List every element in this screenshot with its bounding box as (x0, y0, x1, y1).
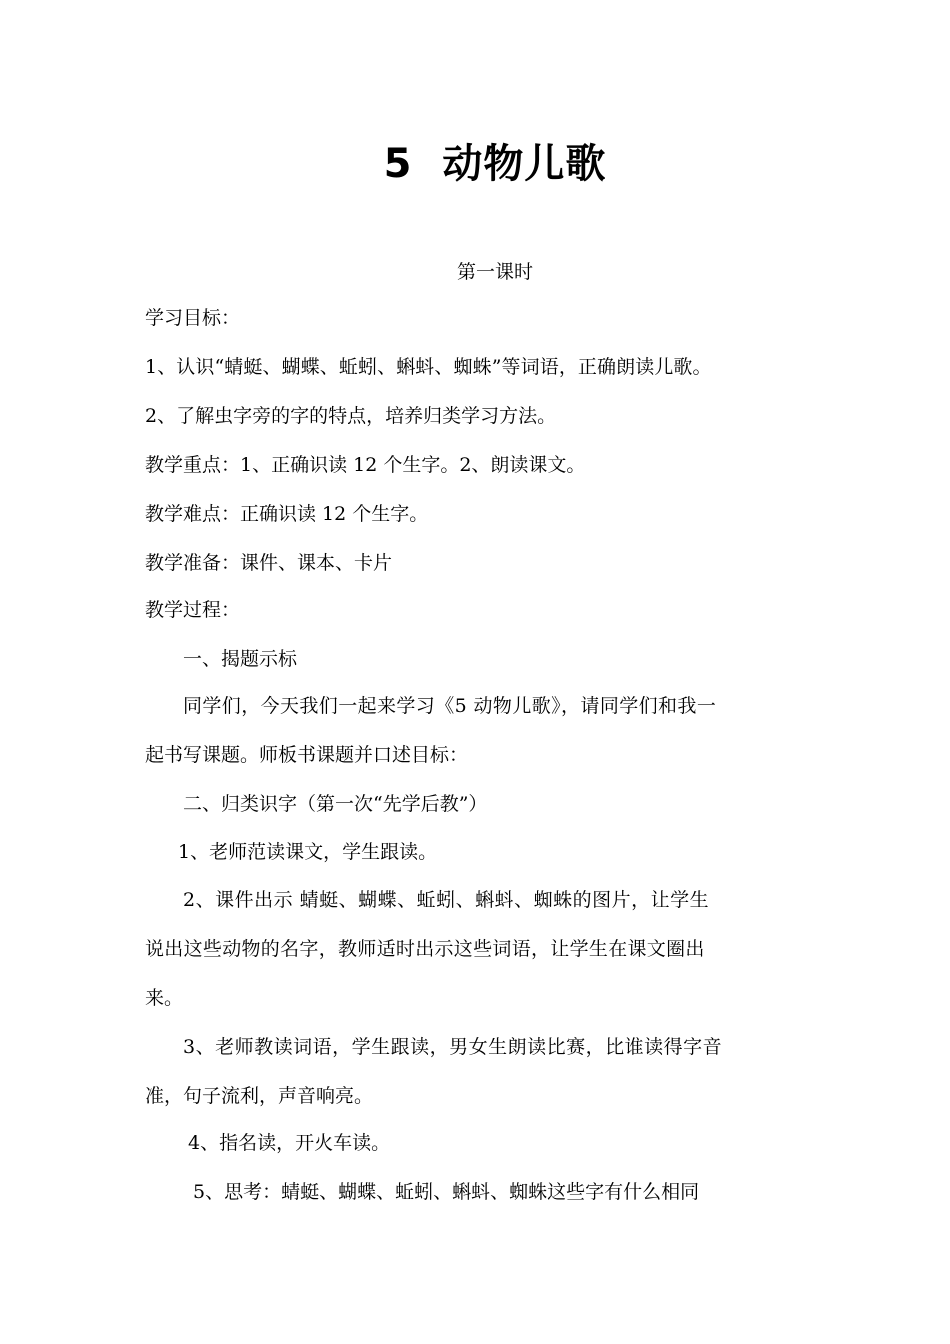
teaching-preparation: 教学准备：课件、课本、卡片 (145, 552, 393, 574)
teaching-difficulty: 教学难点：正确识读 12 个生字。 (145, 503, 429, 525)
paragraph-line: 说出这些动物的名字，教师适时出示这些词语，让学生在课文圈出 (145, 938, 705, 960)
step-5: 5、思考：蜻蜓、蝴蝶、蚯蚓、蝌蚪、蜘蛛这些字有什么相同 (193, 1181, 700, 1203)
objective-1: 1、认识“蜻蜓、蝴蝶、蚯蚓、蝌蚪、蜘蛛”等词语，正确朗读儿歌。 (145, 356, 712, 378)
step-3: 3、老师教读词语，学生跟读，男女生朗读比赛，比谁读得字音 (183, 1036, 723, 1058)
step-4: 4、指名读，开火车读。 (188, 1132, 391, 1154)
document-title (0, 138, 950, 190)
step-1: 1、老师范读课文，学生跟读。 (178, 841, 438, 863)
section-2-heading: 二、归类识字（第一次“先学后教”） (183, 793, 488, 815)
step-2: 2、课件出示 蜻蜓、蝴蝶、蚯蚓、蝌蚪、蜘蛛的图片，让学生 (183, 889, 710, 911)
section-1-heading: 一、揭题示标 (183, 648, 298, 670)
teaching-focus: 教学重点：1、正确识读 12 个生字。2、朗读课文。 (145, 454, 586, 476)
objectives-heading: 学习目标： (145, 307, 241, 329)
lesson-period: 第一课时 (456, 261, 533, 283)
paragraph-line: 来。 (145, 987, 184, 1009)
title-text: 动物儿歌 (442, 141, 607, 187)
process-heading: 教学过程： (145, 599, 241, 621)
objective-2: 2、了解虫字旁的字的特点，培养归类学习方法。 (145, 405, 557, 427)
paragraph-line: 准，句子流利，声音响亮。 (145, 1085, 374, 1107)
paragraph-line: 起书写课题。师板书课题并口述目标： (145, 744, 469, 766)
title-number: 5 (383, 141, 413, 187)
paragraph-line: 同学们，今天我们一起来学习《5 动物儿歌》，请同学们和我一 (183, 695, 717, 717)
